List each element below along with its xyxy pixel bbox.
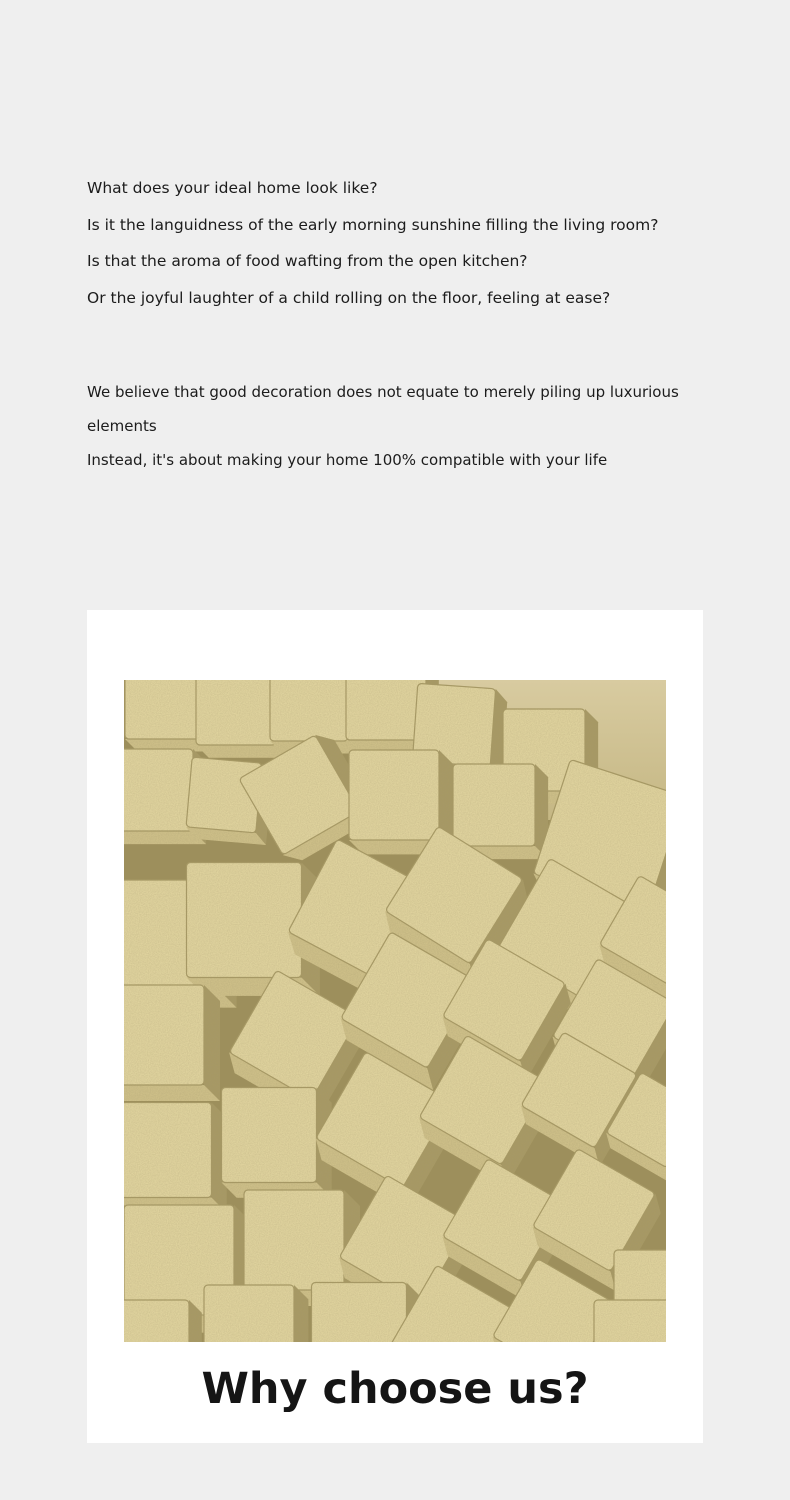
feature-card (87, 610, 703, 1443)
stone-block (204, 1285, 308, 1342)
intro-line: Is that the aroma of food wafting from the open kitchen? (87, 252, 528, 270)
stone-block (124, 985, 220, 1101)
belief-line: Instead, it's about making your home 100% compatible with your life (87, 451, 608, 469)
belief-text-block (87, 375, 687, 477)
intro-text-block (87, 170, 727, 316)
stone-block (124, 1300, 202, 1342)
stone-block (222, 1088, 332, 1198)
intro-line: Or the joyful laughter of a child rolling on the floor, feeling at ease? (87, 288, 611, 307)
sandstone-blocks-photo (124, 680, 666, 1342)
stone-block (594, 1300, 666, 1342)
intro-line: What does your ideal home look like? (87, 179, 378, 197)
belief-line: We believe that good decoration does not equate to merely piling up luxurious elements (87, 383, 679, 435)
intro-line: Is it the languidness of the early morning sunshine filling the living room? (87, 215, 659, 234)
card-title: Why choose us? (201, 1364, 589, 1414)
